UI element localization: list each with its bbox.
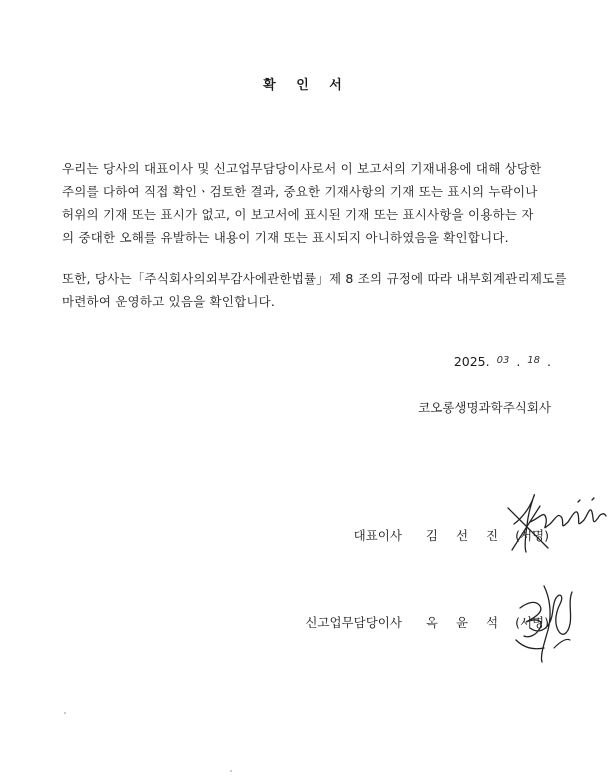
document-title: 확 인 서 <box>263 78 350 93</box>
date-day-handwritten: 18 <box>527 355 541 366</box>
signer-role: 신고업무담당이사 <box>305 615 402 630</box>
disclosure-director-signature-line <box>305 613 549 631</box>
date-separator: . <box>516 354 521 369</box>
paragraph-line: 의 중대한 오해를 유발하는 내용이 기재 또는 표시되지 아니하였음을 확인합니다. <box>62 230 509 245</box>
date-end: . <box>547 354 551 369</box>
date-month-handwritten: 03 <box>496 355 510 366</box>
paragraph-line: 마련하여 운영하고 있음을 확인합니다. <box>62 294 276 309</box>
paragraph-line: 또한, 당사는「주식회사의외부감사에관한법률」제 8 조의 규정에 따라 내부회계관리제도를 <box>62 271 567 286</box>
paragraph-line: 우리는 당사의 대표이사 및 신고업무담당이사로서 이 보고서의 기재내용에 대해 상당한 <box>62 161 542 176</box>
company-name: 코오롱생명과학주식회사 <box>418 400 551 415</box>
paragraph-line: 주의를 다하여 직접 확인ㆍ검토한 결과, 중요한 기재사항의 기재 또는 표시의 누락이나 <box>62 184 538 199</box>
document-date <box>454 354 551 369</box>
signer-name: 옥 윤 석 <box>425 615 506 630</box>
paragraph-line: 허위의 기재 또는 표시가 없고, 이 보고서에 표시된 기재 또는 표시사항을 이용하는 자 <box>62 207 534 222</box>
confirmation-paragraph <box>62 157 562 249</box>
signature-mark: (서명) <box>515 615 549 630</box>
ceo-signature-line <box>354 526 549 544</box>
date-year: 2025. <box>453 354 490 369</box>
signer-name: 김 선 진 <box>425 528 506 543</box>
scan-speck <box>64 712 66 714</box>
signer-role: 대표이사 <box>353 528 402 543</box>
scan-speck <box>230 770 232 772</box>
handwritten-signature-icon <box>500 488 610 558</box>
signature-mark: (서명) <box>515 528 549 543</box>
internal-control-paragraph <box>62 267 567 313</box>
